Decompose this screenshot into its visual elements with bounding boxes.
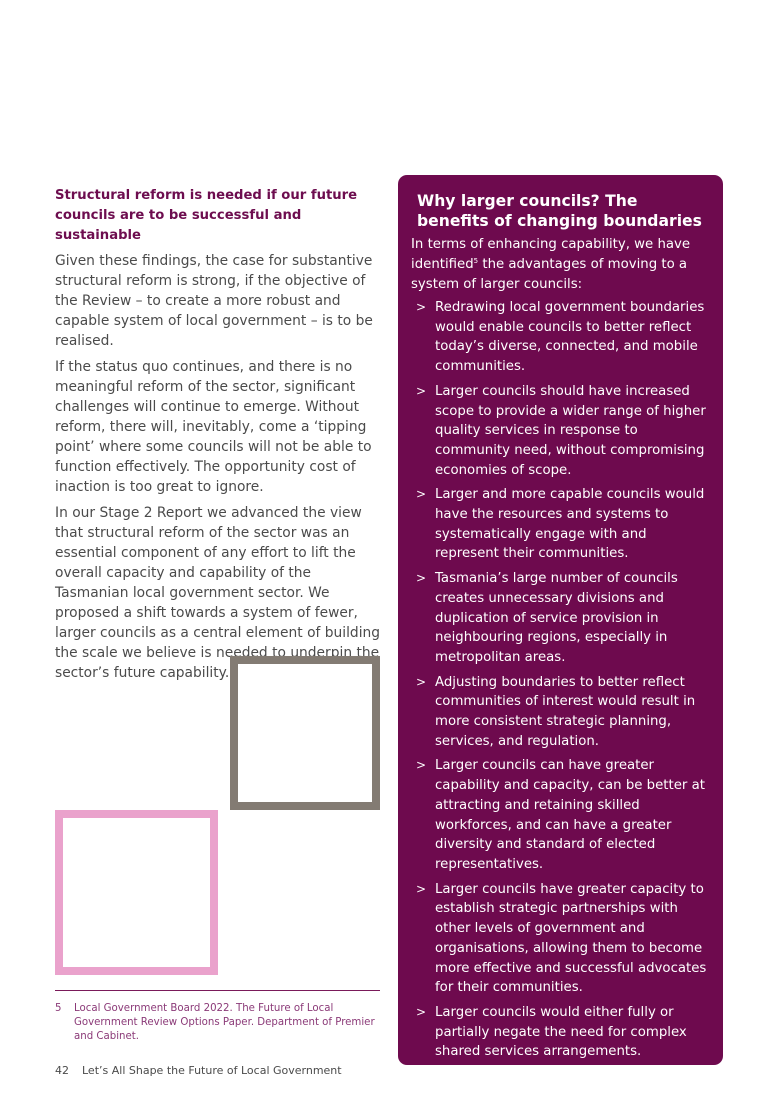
page-number: 42 [55,1064,69,1077]
benefit-item [411,880,709,998]
chevron-right-icon: > [416,881,427,896]
body-paragraph-2: If the status quo continues, and there is no meaningful reform of the sector, significant challenges will continue to emerge. Without reform, there will, inevitably, come a ‘tipping point’ where some councils will not be able to function effectively. The opportunity cost of inaction is too great to ignore. [55,359,372,495]
benefit-text: Larger councils should have increased scope to provide a wider range of higher quality services in response to community need, without compromising economies of scope. [435,383,706,478]
panel-title: Why larger councils? The benefits of changing boundaries [417,192,702,230]
benefit-item [411,298,709,377]
footnote-number: 5 [55,1003,62,1014]
benefit-item [411,382,709,481]
benefit-text: Tasmania’s large number of councils creates unnecessary divisions and duplication of service provision in neighbouring regions, especially in metropolitan areas. [435,571,678,665]
chevron-right-icon: > [416,758,427,773]
main-column [55,186,385,689]
chevron-right-icon: > [416,300,427,314]
footnote-text: Local Government Board 2022. The Future of Local Government Review Options Paper. Department of Premier and Cabinet. [74,1003,375,1042]
benefit-item [411,1003,709,1062]
benefit-text: Adjusting boundaries to better reflect communities of interest would result in more consistent strategic planning, services, and regulation. [435,674,696,749]
panel-intro-start: In terms of enhancing capability, we have identified [411,237,691,272]
footnote [55,1002,385,1044]
body-paragraph-3: In our Stage 2 Report we advanced the view that structural reform of the sector was an essential component of any effort to lift the overall capacity and capability of the Tasmanian local government sector. We proposed a shift towards a system of fewer, larger councils as a central element of building the scale we believe is needed to underpin the sector’s future capability. [55,505,381,681]
benefit-text: Larger councils have greater capacity to establish strategic partnerships with other levels of government and organisations, allowing them to become more effective and successful advocates for their communities. [435,881,707,996]
chevron-right-icon: > [416,1004,427,1019]
body-paragraph-1: Given these findings, the case for substantive structural reform is strong, if the objective of the Review – to create a more robust and capable system of local government – is to be realised. [55,253,373,349]
chevron-right-icon: > [416,571,427,586]
benefit-item [411,756,709,874]
section-heading: Structural reform is needed if our future councils are to be successful and sustainable [55,188,358,243]
chevron-right-icon: > [416,383,427,398]
benefit-text: Redrawing local government boundaries would enable councils to better reflect today’s diverse, connected, and mobile communities. [435,300,705,375]
panel-intro [411,235,709,295]
footnote-divider [55,990,380,991]
benefit-text: Larger councils can have greater capability and capacity, can be better at attracting and retaining skilled workforces, and can have a greater diversity and standard of elected representatives. [435,758,705,872]
benefit-text: Larger and more capable councils would have the resources and systems to systematically engage with and represent their communities. [435,487,705,562]
benefit-item [411,485,709,564]
chevron-right-icon: > [416,487,427,502]
panel-intro-end: the advantages of moving to a system of larger councils: [411,257,688,292]
decorative-pink-square [55,810,218,975]
decorative-grey-square [230,656,380,810]
footnote-reference: 5 [473,257,479,265]
document-title: Let’s All Shape the Future of Local Government [82,1064,342,1077]
benefit-text: Larger councils would either fully or partially negate the need for complex shared services arrangements. [435,1004,687,1060]
benefits-list [411,298,709,1062]
benefits-callout-panel [398,175,723,1065]
benefit-item [411,673,709,752]
benefit-item [411,569,709,668]
page-footer [55,1064,342,1077]
chevron-right-icon: > [416,674,427,689]
